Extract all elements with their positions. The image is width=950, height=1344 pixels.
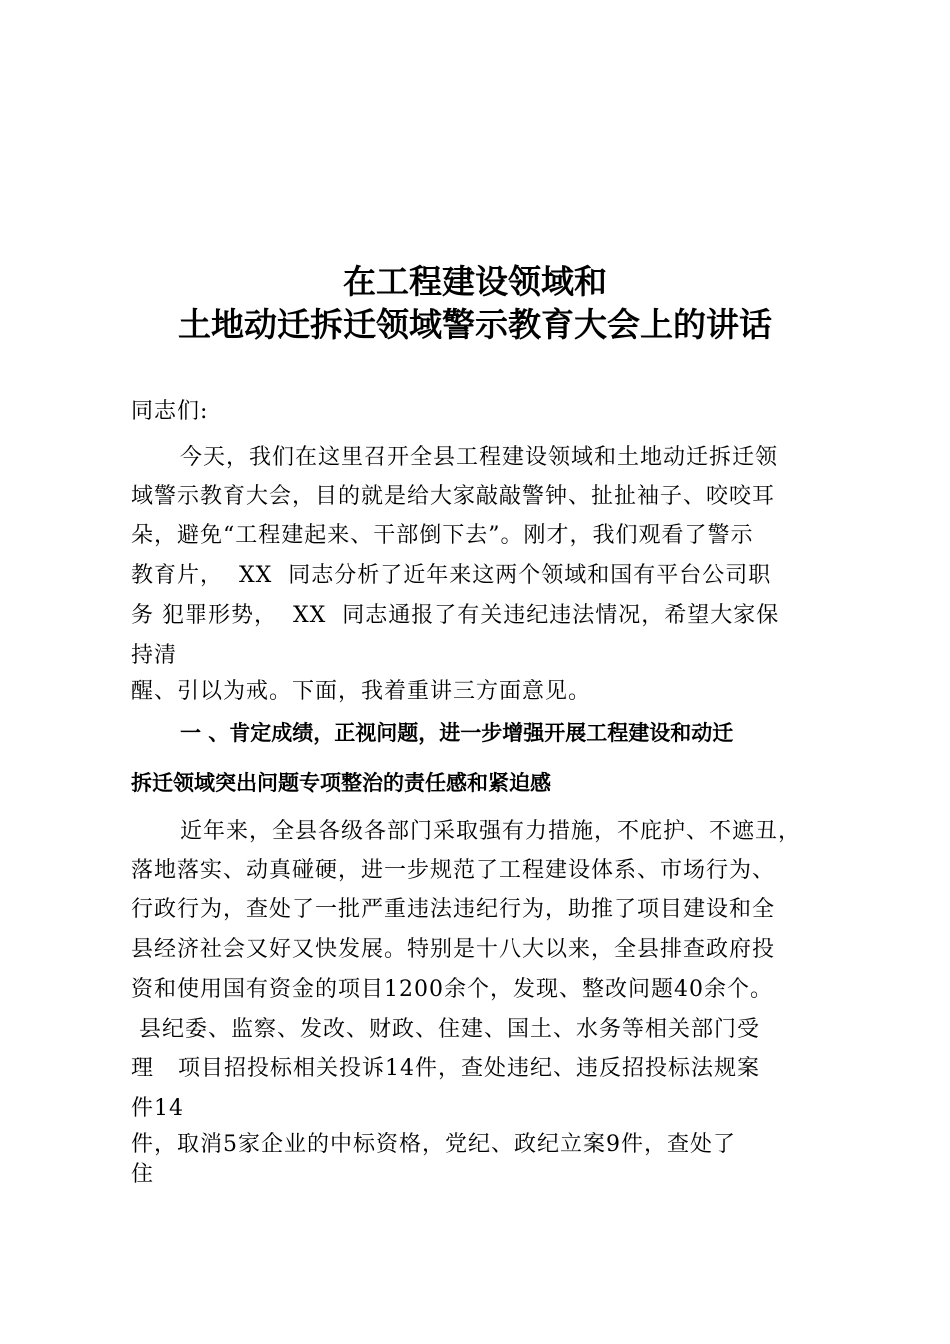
paragraph-2-line: 资和使用国有资金的项目1200余个，发现、整改问题40余个。: [131, 977, 773, 1002]
paragraph-2-line: 住: [131, 1162, 155, 1187]
paragraph-1-line: 今天，我们在这里召开全县工程建设领域和土地动迁拆迁领: [180, 445, 779, 470]
paragraph-1-line: 朵，避免“工程建起来、干部倒下去”。刚才，我们观看了警示: [131, 523, 754, 548]
paragraph-2-line: 县纪委、监察、发改、财政、住建、国土、水务等相关部门受: [131, 1017, 760, 1042]
paragraph-2-line: 件14: [131, 1096, 184, 1121]
paragraph-1-line: 醒、引以为戒。下面，我着重讲三方面意见。: [131, 679, 592, 704]
document-title-line-1: 在工程建设领域和: [343, 262, 607, 301]
paragraph-1-line: 务 犯罪形势， XX 同志通报了有关违纪违法情况，希望大家保: [131, 603, 780, 628]
paragraph-1-line: 持清: [131, 643, 178, 668]
paragraph-2-line: 件，取消5家企业的中标资格，党纪、政纪立案9件，查处了: [131, 1132, 736, 1157]
salutation: 同志们:: [131, 399, 209, 424]
paragraph-1-line: 域警示教育大会，目的就是给大家敲敲警钟、扯扯袖子、咬咬耳: [131, 484, 776, 509]
paragraph-2-line: 行政行为，查处了一批严重违法违纪行为，助推了项目建设和全: [131, 897, 776, 922]
section-1-heading-line-1: 一 、肯定成绩，正视问题，进一步增强开展工程建设和动迁: [180, 721, 734, 745]
paragraph-2-line: 近年来，全县各级各部门采取强有力措施，不庇护、不遮丑，: [180, 819, 802, 844]
paragraph-2-line: 落地落实、动真碰硬，进一步规范了工程建设体系、市场行为、: [131, 858, 776, 883]
paragraph-1-line: 教育片， XX 同志分析了近年来这两个领域和国有平台公司职: [131, 563, 772, 588]
document-title-line-2: 土地动迁拆迁领域警示教育大会上的讲话: [178, 305, 772, 344]
section-1-heading-line-2: 拆迁领域突出问题专项整治的责任感和紧迫感: [131, 771, 551, 795]
paragraph-2-line: 理 项目招投标相关投诉14件，查处违纪、违反招投标法规案: [131, 1056, 760, 1081]
paragraph-2-line: 县经济社会又好又快发展。特别是十八大以来，全县排查政府投: [131, 937, 776, 962]
